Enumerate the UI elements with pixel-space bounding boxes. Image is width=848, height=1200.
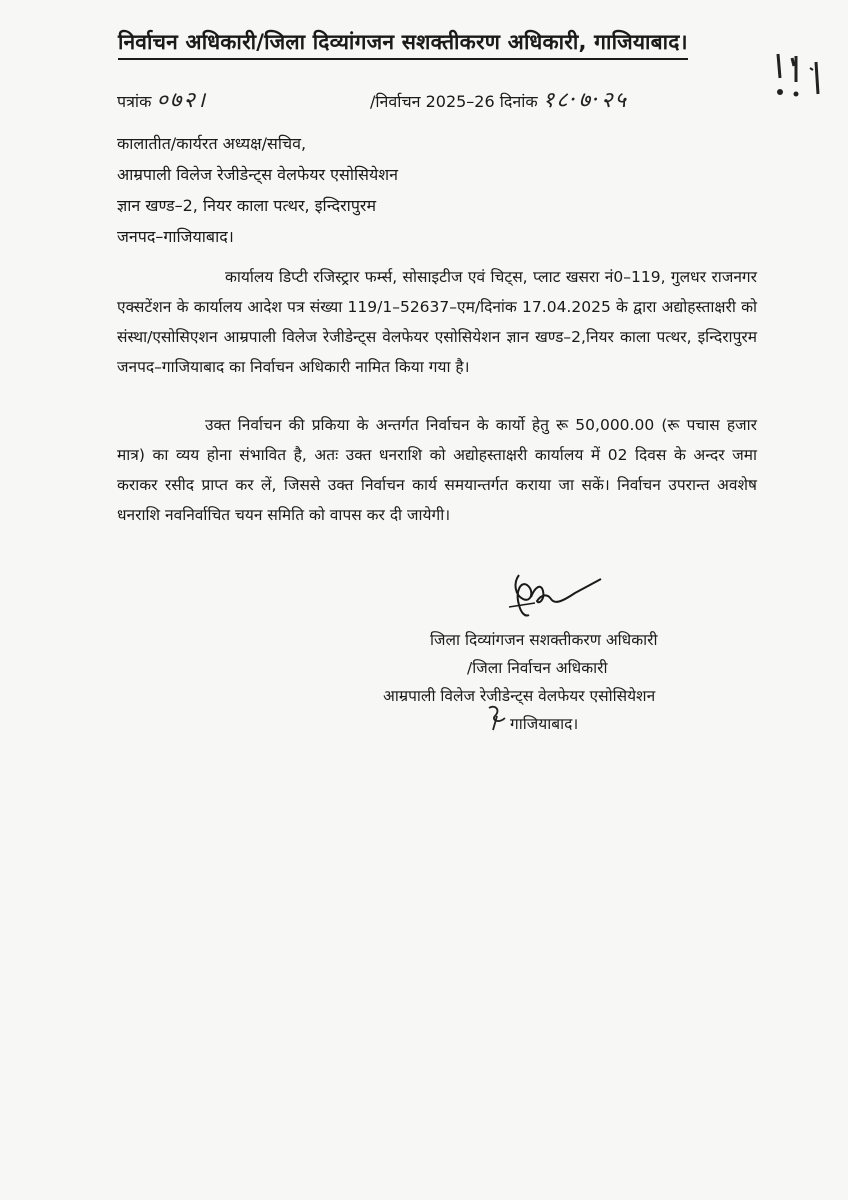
body-paragraph-2: उक्त निर्वाचन की प्रकिया के अन्तर्गत निर्वाचन के कार्यो हेतु रू 50,000.00 (रू पचास हजार मात्र) का व्यय होना संभावित है, अतः उक्त धनराशि को अद्योहस्ताक्षरी कार्यालय में 02 दिवस के अन्दर जमा कराकर रसीद प्राप्त कर लें, जिससे उक्त निर्वाचन कार्य समयान्तर्गत कराया जा सकें। निर्वाचन उपरान्त अवशेष धनराशि नवनिर्वाचित चयन समिति को वापस कर दी जायेगी। [117, 416, 757, 524]
patrank-label: पत्रांक [117, 92, 152, 111]
signatory-org: आम्रपाली विलेज रेजीडेन्ट्स वेलफेयर एसोसियेशन [383, 687, 656, 705]
signature-icon [505, 565, 615, 625]
subject-ref: /निर्वाचन 2025–26 दिनांक [370, 92, 538, 111]
addressee-line: जनपद–गाजियाबाद। [117, 227, 234, 246]
addressee-block [117, 128, 398, 252]
patrank-line [117, 84, 207, 114]
addressee-line: ज्ञान खण्ड–2, नियर काला पत्थर, इन्दिरापुरम [117, 196, 377, 215]
handwritten-mark-icon [770, 48, 830, 108]
ref-date-line [370, 84, 628, 114]
addressee-line: आम्रपाली विलेज रेजीडेन्ट्स वेलफेयर एसोसियेशन [117, 165, 398, 184]
signatory-role: /जिला निर्वाचन अधिकारी [467, 659, 608, 677]
signatory-city: गाजियाबाद। [510, 715, 579, 733]
addressee-line: कालातीत/कार्यरत अध्यक्ष/सचिव, [117, 134, 307, 153]
body-paragraph-1: कार्यालय डिप्टी रजिस्ट्रार फर्म्स, सोसाइटीज एवं चिट्स, प्लाट खसरा नं0–119, गुलधर राजनगर एक्सटेंशन के कार्यालय आदेश पत्र संख्या 119/1–52637–एम/दिनांक 17.04.2025 के द्वारा अद्योहस्ताक्षरी को संस्था/एसोसिएशन आम्रपाली विलेज रेजीडेन्ट्स वेलफेयर एसोसियेशन ज्ञान खण्ड–2,नियर काला पत्थर, इन्दिरापुरम जनपद–गाजियाबाद का निर्वाचन अधिकारी नामित किया गया है। [117, 268, 757, 376]
letterhead-title: निर्वाचन अधिकारी/जिला दिव्यांगजन सशक्तीकरण अधिकारी, गाजियाबाद। [118, 28, 688, 60]
letter-date: १८·७·२५ [542, 88, 628, 113]
signatory-title: जिला दिव्यांगजन सशक्तीकरण अधिकारी [430, 631, 658, 649]
initial-mark-icon [485, 702, 511, 732]
patrank-number: ०७२। [156, 88, 208, 113]
